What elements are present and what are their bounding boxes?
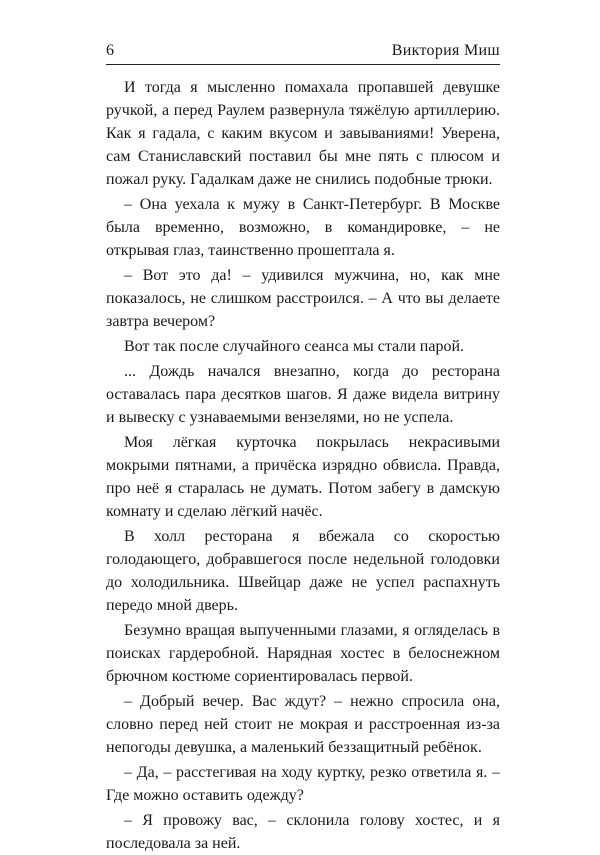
paragraph: И тогда я мысленно помахала пропавшей девушке ручкой, а перед Раулем развернула тяжёлую артиллерию. Как я гадала, с каким вкусом и завываниями! Уверена, сам Станиславский поставил бы мне пять с плюсом и пожал руку. Гадалкам даже не снились подобные трюки.	[106, 79, 500, 188]
paragraph: – Я провожу вас, – склонила голову хостес, и я последовала за ней.	[106, 812, 500, 852]
paragraph: – Она уехала к мужу в Санкт-Петербург. В Москве была временно, возможно, в командировке, – не открывая глаз, таинственно прошептала я.	[106, 196, 500, 259]
paragraph: – Вот это да! – удивился мужчина, но, как мне показалось, не слишком расстроился. – А что вы делаете завтра вечером?	[106, 267, 500, 330]
body-text	[106, 76, 500, 855]
page-number: 6	[106, 42, 114, 59]
paragraph: Моя лёгкая курточка покрылась некрасивыми мокрыми пятнами, а причёска изрядно обвисла. Правда, про неё я старалась не думать. Потом забегу в дамскую комнату и сделаю лёгкий начёс.	[106, 434, 500, 520]
paragraph: В холл ресторана я вбежала со скоростью голодающего, добравшегося после недельной голодовки до холодильника. Швейцар даже не успел распахнуть передо мной дверь.	[106, 528, 500, 614]
paragraph: – Добрый вечер. Вас ждут? – нежно спросила она, словно перед ней стоит не мокрая и расстроенная из-за непогоды девушка, а маленький беззащитный ребёнок.	[106, 693, 500, 756]
paragraph: ... Дождь начался внезапно, когда до ресторана оставалась пара десятков шагов. Я даже видела витрину и вывеску с узнаваемыми вензелями, но не успела.	[106, 363, 500, 426]
page-header	[106, 34, 500, 65]
paragraph: Безумно вращая выпученными глазами, я огляделась в поисках гардеробной. Нарядная хостес в белоснежном брючном костюме сориентировалась первой.	[106, 622, 500, 685]
paragraph: Вот так после случайного сеанса мы стали парой.	[124, 338, 465, 355]
paragraph: – Да, – расстегивая на ходу куртку, резко ответила я. – Где можно оставить одежду?	[106, 764, 500, 804]
running-title: Виктория Миш	[391, 42, 500, 59]
